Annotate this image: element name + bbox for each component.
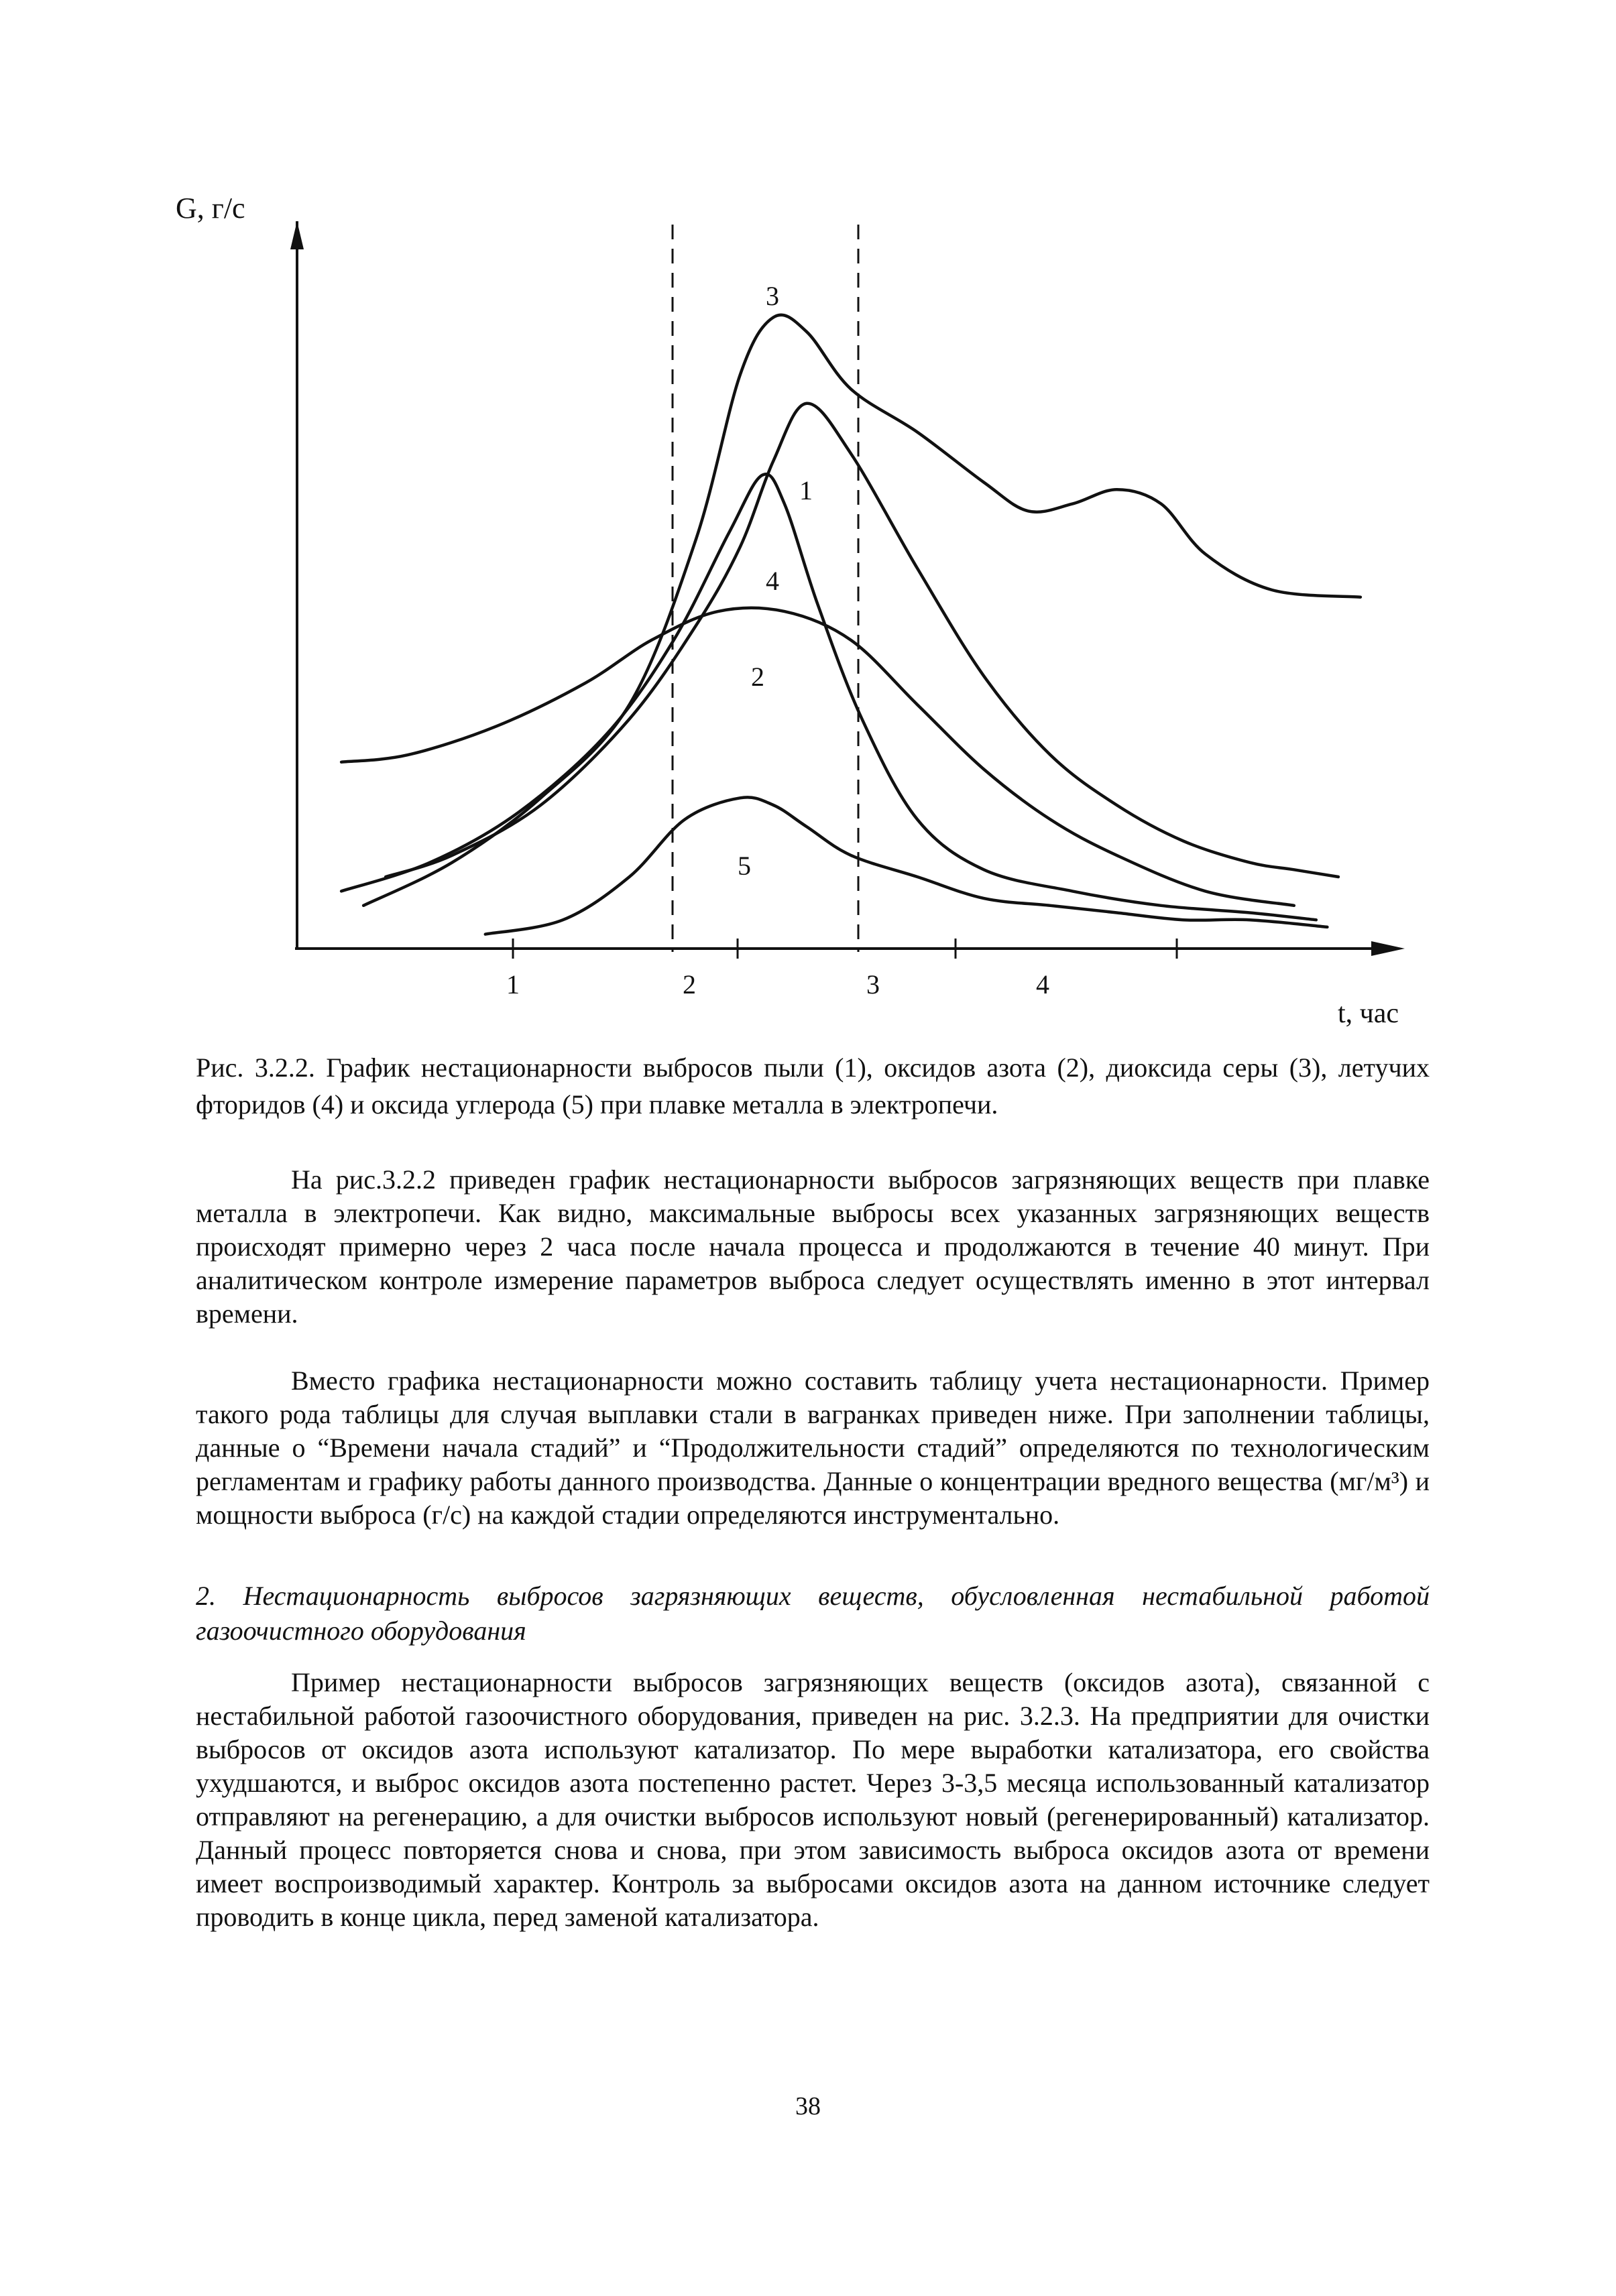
y-axis-arrow: [290, 221, 304, 249]
curve-label-5: 5: [738, 851, 751, 881]
paragraph-2: Вместо графика нестационарности можно составить таблицу учета нестационарности. Пример такого рода таблицы для случая выплавки стали в вагранках приведен ниже. При заполнении таблицы, данные о “Времени начала стадий” и “Продолжительности стадий” определяются по технологическим регламентам и графику работы данного производства. Данные о концентрации вредного вещества (мг/м³) и мощности выброса (г/с) на каждой стадии определяются инструментально.: [196, 1366, 1430, 1530]
section-heading: 2. Нестационарность выбросов загрязняющих веществ, обусловленная нестабильной работой газоочистного оборудования: [196, 1581, 1430, 1646]
stage-label-4: 4: [1036, 969, 1049, 1000]
page-number: 38: [795, 2092, 821, 2120]
curve-4: [341, 474, 1316, 920]
stage-label-3: 3: [866, 969, 880, 1000]
curve-5: [485, 797, 1328, 934]
curve-label-4: 4: [766, 566, 779, 596]
curve-label-1: 1: [799, 475, 813, 505]
x-axis-label: t, час: [1338, 998, 1399, 1029]
paragraph-1: На рис.3.2.2 приведен график нестационарности выбросов загрязняющих веществ при плавке металла в электропечи. Как видно, максимальные выбросы всех указанных загрязняющих веществ происходят примерно через 2 часа после начала процесса и продолжаются в течение 40 минут. При аналитическом контроле измерение параметров выброса следует осуществлять именно в этот интервал времени.: [196, 1164, 1430, 1329]
stage-label-1: 1: [506, 969, 520, 1000]
curve-label-3: 3: [766, 281, 779, 311]
curve-labels: [738, 281, 813, 881]
stage-label-2: 2: [683, 969, 696, 1000]
x-axis-arrow: [1371, 941, 1405, 956]
curve-2: [341, 608, 1294, 906]
paragraph-3: Пример нестационарности выбросов загрязняющих веществ (оксидов азота), связанной с нестабильной работой газоочистного оборудования, приведен на рис. 3.2.3. На предприятии для очистки выбросов от оксидов азота используют катализатор. По мере выработки катализатора, его свойства ухудшаются, и выброс оксидов азота постепенно растет. Через 3-3,5 месяца использованный катализатор отправляют на регенерацию, а для очистки выбросов используют новый (регенерированный) катализатор. Данный процесс повторяется снова и снова, при этом зависимость выброса оксидов азота от времени имеет воспроизводимый характер. Контроль за выбросами оксидов азота на данном источнике следует проводить в конце цикла, перед заменой катализатора.: [196, 1667, 1430, 1932]
figure-caption: Рис. 3.2.2. График нестационарности выбросов пыли (1), оксидов азота (2), диоксида серы (3), летучих фторидов (4) и оксида углерода (5) при плавке металла в электропечи.: [196, 1052, 1430, 1120]
y-axis-label: G, г/с: [176, 192, 245, 225]
curve-label-2: 2: [751, 662, 764, 692]
curves: [341, 315, 1361, 934]
emission-chart: [0, 0, 1616, 1046]
